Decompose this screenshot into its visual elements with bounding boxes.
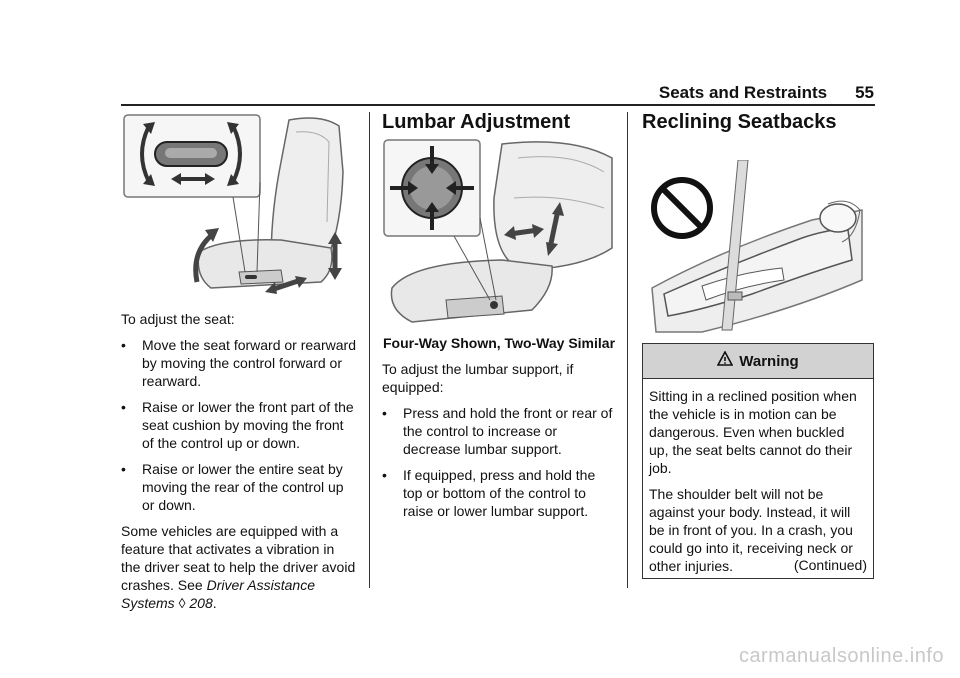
list-item-text: Raise or lower the entire seat by moving the rear of the control up or down. [142,461,344,513]
lumbar-control-illustration [382,138,614,330]
seat-adjust-intro: To adjust the seat: [121,311,235,327]
list-item-text: Press and hold the front or rear of the control to increase or decrease lumbar support. [403,405,613,457]
warning-icon [717,351,733,372]
page-ref-icon: ◊ [178,595,186,611]
header-rule [121,104,875,106]
list-item [382,466,616,520]
running-head [659,83,874,103]
prohibition-icon [654,180,710,236]
warning-body [643,379,873,575]
warning-header [643,344,873,379]
section-title: Seats and Restraints [658,83,828,102]
list-item [121,460,357,514]
warning-title: Warning [739,352,799,370]
paragraph-text: Some vehicles are equipped with a feature that activates a vibration in the driver seat to help the driver avoid crashes. See [121,523,356,593]
bullet-mark: • [382,467,387,483]
list-item-text: Raise or lower the front part of the seat cushion by moving the front of the control up or down. [142,399,354,451]
list-item [121,398,357,452]
column-divider [369,112,370,588]
page-number: 55 [855,83,874,102]
list-item-text: If equipped, press and hold the top or bottom of the control to raise or lower lumbar support. [403,467,596,519]
lumbar-heading: Lumbar Adjustment [382,111,571,133]
bullet-mark: • [382,405,387,421]
seat-adjust-illustration [121,112,353,297]
list-item-text: Move the seat forward or rearward by moving the control forward or rearward. [142,337,356,389]
vibration-paragraph [121,522,357,612]
warning-paragraph: The shoulder belt will not be against your body. Instead, it will be in front of you. In a crash, you could go into it, receiving neck or other injuries. [649,486,853,574]
bullet-mark: • [121,461,126,477]
list-item [382,404,616,458]
bullet-mark: • [121,399,126,415]
paragraph-end: . [212,595,217,611]
continued-label: (Continued) [793,557,867,573]
column-1 [121,112,357,620]
cross-reference-link[interactable]: Driver Assistance Systems [121,577,316,611]
list-item [121,336,357,390]
column-3 [642,110,874,338]
warning-box [642,343,874,579]
reclining-heading: Reclining Seatbacks [642,111,837,133]
warning-paragraph: Sitting in a reclined position when the vehicle is in motion can be dangerous. Even when buckled up, the seat belts cannot do their job. [649,388,857,476]
column-2 [382,110,616,528]
bullet-mark: • [121,337,126,353]
reclined-passenger-illustration [642,160,868,338]
cross-reference-page[interactable]: 208 [189,595,213,611]
figure-caption: Four-Way Shown, Two-Way Similar [382,335,616,351]
lumbar-intro: To adjust the lumbar support, if equipped: [382,361,574,395]
column-divider [627,112,628,588]
watermark: carmanualsonline.info [738,645,944,667]
